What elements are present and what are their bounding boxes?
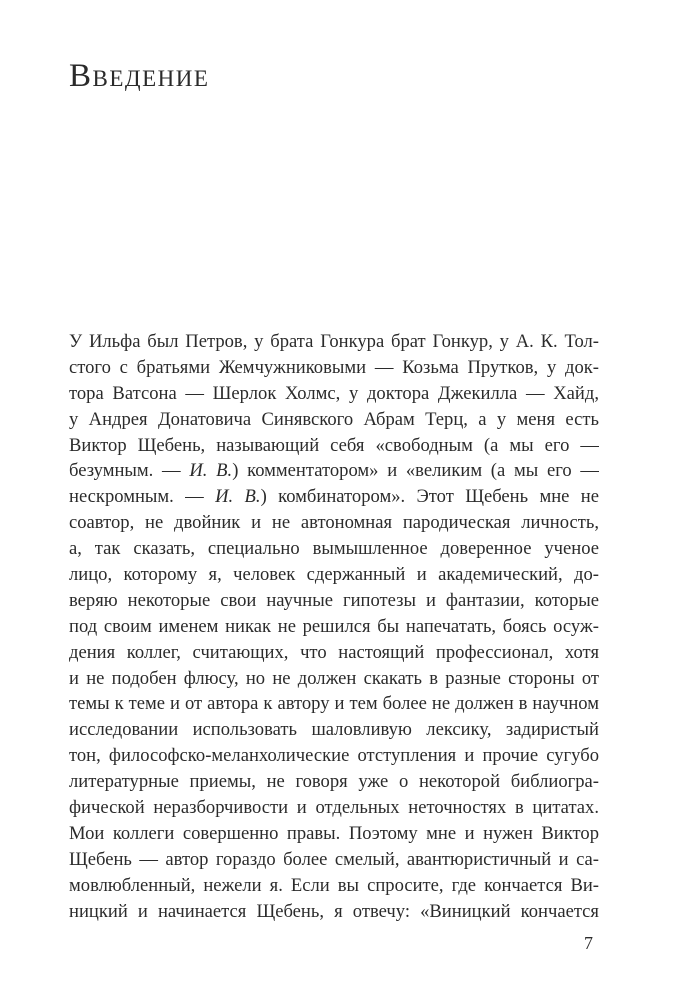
text-line: лицо, которому я, человек сдержанный и академический, до-	[69, 564, 599, 586]
text-line: тон, философско-меланхолические отступления и прочие сугубо	[69, 745, 599, 767]
text-line: тора Ватсона — Шерлок Холмс, у доктора Джекилла — Хайд,	[69, 382, 599, 404]
text-line: и не подобен флюсу, но не должен скакать в разные стороны от	[69, 667, 599, 689]
text-line: ницкий и начинается Щебень, я отвечу: «Виницкий кончается	[69, 900, 599, 922]
text-line: У Ильфа был Петров, у брата Гонкура брат Гонкур, у А. К. Тол-	[69, 331, 599, 352]
text-line: под своим именем никак не решился бы напечатать, боясь осуж-	[69, 615, 599, 637]
text-line: мовлюбленный, нежели я. Если вы спросите, где кончается Ви-	[69, 874, 599, 896]
text-line: стого с братьями Жемчужниковыми — Козьма Прутков, у док-	[69, 356, 599, 378]
text-line: Мои коллеги совершенно правы. Поэтому мне и нужен Виктор	[69, 822, 599, 844]
text-line: а, так сказать, специально вымышленное доверенное ученое	[69, 538, 599, 560]
text-line: исследовании использовать шаловливую лексику, задиристый	[69, 719, 599, 741]
author-initials: И. В.	[215, 486, 261, 508]
text-line: у Андрея Донатовича Синявского Абрам Терц, а у меня есть	[69, 408, 599, 430]
text-line: Щебень — автор гораздо более смелый, авантюристичный и са-	[69, 848, 599, 870]
body-paragraph	[69, 329, 599, 924]
text-line: фической неразборчивости и отдельных неточностях в цитатах.	[69, 797, 599, 819]
text-line: нескромным. — И. В.) комбинатором». Этот Щебень мне не	[69, 486, 599, 508]
text-line: дения коллег, считающих, что настоящий профессионал, хотя	[69, 641, 599, 663]
text-line: темы к теме и от автора к автору и тем более не должен в научном	[69, 693, 599, 715]
text-line: Виктор Щебень, называющий себя «свободным (а мы его —	[69, 434, 599, 456]
chapter-title: Введение	[69, 58, 210, 94]
text-line: соавтор, не двойник и не автономная пародическая личность,	[69, 512, 599, 534]
author-initials: И. В.	[189, 460, 233, 482]
text-line: безумным. — И. В.) комментатором» и «великим (а мы его —	[69, 460, 599, 482]
page-number: 7	[584, 933, 593, 953]
text-line: литературные приемы, не говоря уже о некоторой библиогра-	[69, 771, 599, 793]
text-line: веряю некоторые свои научные гипотезы и фантазии, которые	[69, 589, 599, 611]
